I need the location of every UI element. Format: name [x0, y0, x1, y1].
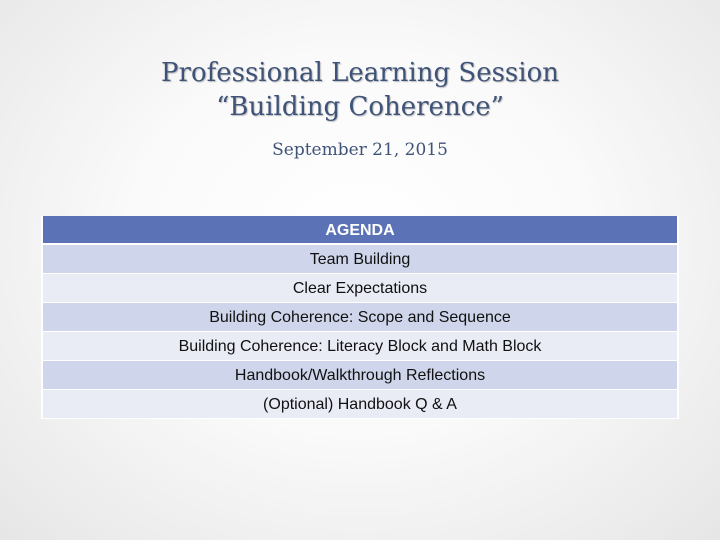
agenda-item: Building Coherence: Scope and Sequence	[41, 303, 679, 332]
agenda-item: (Optional) Handbook Q & A	[41, 390, 679, 419]
agenda-table	[41, 216, 679, 419]
title-line-2: “Building Coherence”	[216, 92, 504, 122]
agenda-item: Team Building	[41, 245, 679, 274]
session-date: September 21, 2015	[272, 140, 448, 160]
agenda-item: Clear Expectations	[41, 274, 679, 303]
agenda-header: AGENDA	[41, 216, 679, 245]
slide-title	[0, 56, 720, 124]
title-line-1: Professional Learning Session	[161, 58, 559, 88]
agenda-item: Building Coherence: Literacy Block and Math Block	[41, 332, 679, 361]
agenda-item: Handbook/Walkthrough Reflections	[41, 361, 679, 390]
